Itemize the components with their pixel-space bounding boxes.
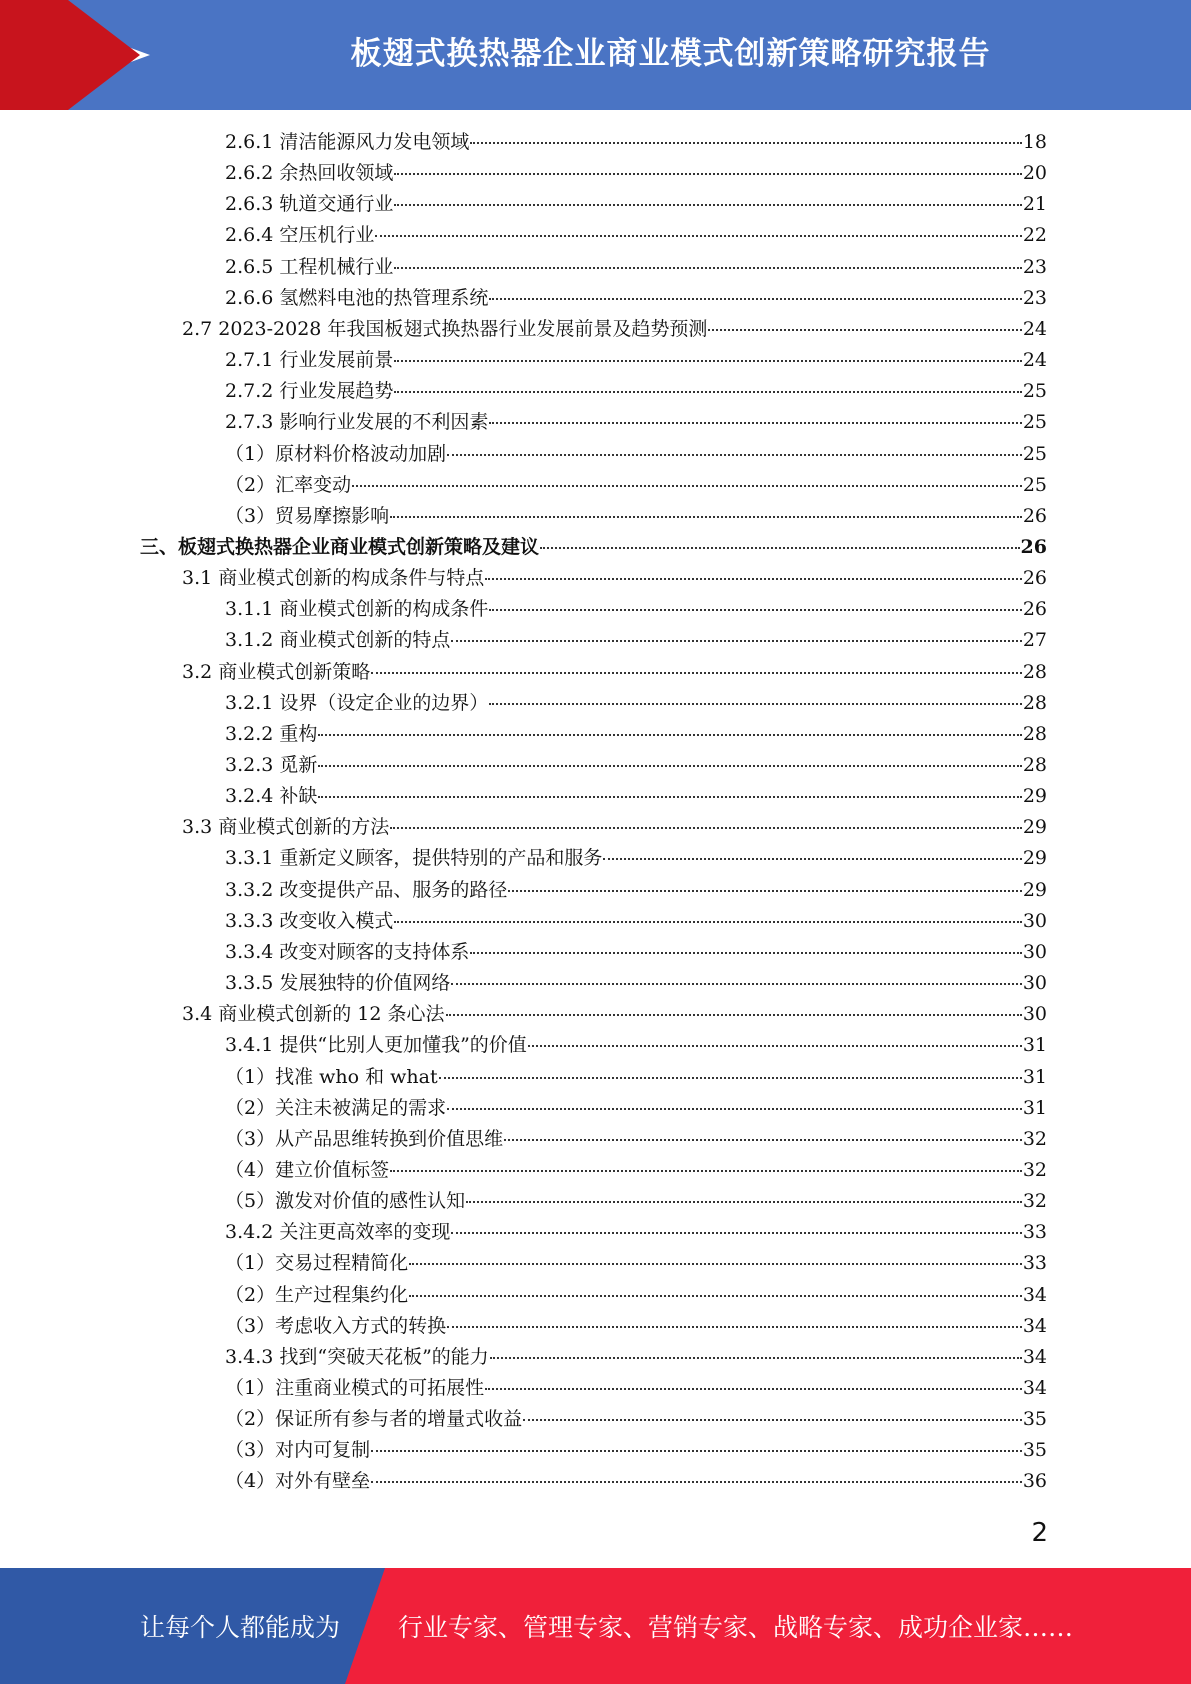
- toc-entry-page: 29: [1022, 816, 1047, 838]
- toc-entry-page: 23: [1022, 256, 1047, 278]
- toc-entry-label: （4）对外有壁垒: [225, 1470, 371, 1492]
- toc-entry-label: 3.2.4 补缺: [225, 785, 318, 807]
- footer-slogan-right: 行业专家、管理专家、营销专家、战略专家、成功企业家……: [398, 1613, 1074, 1642]
- toc-entry[interactable]: [225, 407, 1047, 438]
- toc-entry-page: 35: [1022, 1439, 1047, 1461]
- toc-leader-dots: [318, 796, 1021, 798]
- toc-entry[interactable]: [225, 1093, 1047, 1124]
- toc-entry-label: 3.1.2 商业模式创新的特点: [225, 629, 451, 651]
- toc-leader-dots: [390, 1170, 1022, 1172]
- toc-entry[interactable]: [225, 1030, 1047, 1061]
- toc-entry-label: （1）原材料价格波动加剧: [225, 443, 447, 465]
- toc-entry-page: 36: [1022, 1470, 1047, 1492]
- toc-entry-page: 26: [1022, 505, 1047, 527]
- toc-entry-label: 2.7 2023-2028 年我国板翅式换热器行业发展前景及趋势预测: [182, 318, 708, 340]
- toc-entry-page: 26: [1022, 598, 1047, 620]
- toc-entry-page: 23: [1022, 287, 1047, 309]
- toc-entry-page: 28: [1022, 754, 1047, 776]
- toc-entry[interactable]: [225, 439, 1047, 470]
- toc-leader-dots: [371, 672, 1022, 674]
- toc-entry-page: 29: [1022, 785, 1047, 807]
- toc-entry[interactable]: [225, 345, 1047, 376]
- toc-leader-dots: [466, 1201, 1022, 1203]
- toc-entry-label: 3.4 商业模式创新的 12 条心法: [182, 1003, 445, 1025]
- toc-entry-page: 34: [1022, 1377, 1047, 1399]
- report-title: 板翅式换热器企业商业模式创新策略研究报告: [350, 35, 991, 72]
- toc-leader-dots: [508, 890, 1021, 892]
- toc-entry-page: 27: [1022, 629, 1047, 651]
- toc-entry-label: 2.7.1 行业发展前景: [225, 349, 394, 371]
- toc-entry-label: （1）注重商业模式的可拓展性: [225, 1377, 485, 1399]
- toc-entry-page: 25: [1022, 443, 1047, 465]
- toc-entry-page: 34: [1022, 1346, 1047, 1368]
- toc-entry[interactable]: [225, 937, 1047, 968]
- toc-entry-label: 三、板翅式换热器企业商业模式创新策略及建议: [140, 536, 540, 558]
- toc-entry[interactable]: [225, 688, 1047, 719]
- toc-entry-page: 30: [1022, 1003, 1047, 1025]
- toc-entry[interactable]: [225, 501, 1047, 532]
- toc-entry-page: 18: [1022, 131, 1047, 153]
- toc-entry-label: 2.6.1 清洁能源风力发电领域: [225, 131, 470, 153]
- toc-entry-page: 32: [1022, 1190, 1047, 1212]
- toc-leader-dots: [489, 609, 1021, 611]
- toc-entry[interactable]: [225, 906, 1047, 937]
- toc-entry-page: 31: [1022, 1097, 1047, 1119]
- toc-entry-page: 26: [1020, 536, 1047, 558]
- toc-entry[interactable]: [225, 220, 1047, 251]
- toc-leader-dots: [409, 1295, 1022, 1297]
- toc-entry-label: 3.1 商业模式创新的构成条件与特点: [182, 567, 485, 589]
- toc-entry-label: 2.6.6 氢燃料电池的热管理系统: [225, 287, 489, 309]
- toc-entry-page: 34: [1022, 1315, 1047, 1337]
- toc-entry[interactable]: [225, 1311, 1047, 1342]
- toc-entry-page: 30: [1022, 910, 1047, 932]
- toc-leader-dots: [394, 921, 1021, 923]
- toc-leader-dots: [485, 578, 1022, 580]
- toc-leader-dots: [318, 734, 1021, 736]
- toc-entry[interactable]: [225, 1404, 1047, 1435]
- toc-entry-label: 3.2.2 重构: [225, 723, 318, 745]
- toc-leader-dots: [485, 1388, 1022, 1390]
- toc-leader-dots: [490, 1357, 1022, 1359]
- toc-entry-page: 33: [1022, 1221, 1047, 1243]
- toc-entry[interactable]: [140, 532, 1047, 563]
- toc-entry[interactable]: [182, 999, 1047, 1030]
- toc-entry-label: （4）建立价值标签: [225, 1159, 390, 1181]
- toc-entry-label: 3.4.2 关注更高效率的变现: [225, 1221, 451, 1243]
- toc-entry-label: 2.6.2 余热回收领域: [225, 162, 394, 184]
- toc-entry-label: 3.4.3 找到“突破天花板”的能力: [225, 1346, 489, 1368]
- toc-entry-label: （2）生产过程集约化: [225, 1284, 409, 1306]
- toc-leader-dots: [394, 173, 1021, 175]
- toc-entry-label: 3.2.3 觅新: [225, 754, 318, 776]
- toc-entry-page: 30: [1022, 941, 1047, 963]
- toc-entry-page: 22: [1022, 224, 1047, 246]
- toc-leader-dots: [390, 827, 1022, 829]
- toc-leader-dots: [318, 765, 1021, 767]
- toc-leader-dots: [708, 329, 1021, 331]
- toc-leader-dots: [394, 267, 1021, 269]
- toc-entry-label: （3）对内可复制: [225, 1439, 371, 1461]
- toc-entry[interactable]: [225, 1124, 1047, 1155]
- toc-entry-page: 21: [1022, 193, 1047, 215]
- toc-entry-label: 3.3.5 发展独特的价值网络: [225, 972, 451, 994]
- toc-entry[interactable]: [182, 657, 1047, 688]
- toc-entry-label: （5）激发对价值的感性认知: [225, 1190, 466, 1212]
- toc-entry[interactable]: [225, 1062, 1047, 1093]
- page-number: 2: [1031, 1518, 1048, 1548]
- toc-leader-dots: [447, 1108, 1022, 1110]
- footer-slogan-left: 让每个人都能成为: [140, 1613, 341, 1642]
- toc-entry-page: 35: [1022, 1408, 1047, 1430]
- toc-entry[interactable]: [225, 875, 1047, 906]
- toc-entry-page: 28: [1022, 692, 1047, 714]
- toc-entry[interactable]: [182, 314, 1047, 345]
- toc-entry-page: 29: [1022, 847, 1047, 869]
- toc-leader-dots: [409, 1263, 1022, 1265]
- toc-entry-label: 2.6.3 轨道交通行业: [225, 193, 394, 215]
- toc-entry-label: （2）关注未被满足的需求: [225, 1097, 447, 1119]
- toc-entry-label: 2.7.3 影响行业发展的不利因素: [225, 411, 489, 433]
- toc-entry-page: 33: [1022, 1252, 1047, 1274]
- page-header: [0, 0, 1191, 110]
- toc-leader-dots: [446, 1014, 1022, 1016]
- toc-entry[interactable]: [225, 376, 1047, 407]
- toc-entry-page: 32: [1022, 1159, 1047, 1181]
- toc-entry-page: 28: [1022, 723, 1047, 745]
- toc-leader-dots: [470, 952, 1021, 954]
- toc-entry[interactable]: [225, 1248, 1047, 1279]
- toc-leader-dots: [352, 485, 1022, 487]
- toc-entry-page: 25: [1022, 380, 1047, 402]
- toc-entry[interactable]: [225, 1217, 1047, 1248]
- toc-entry-page: 26: [1022, 567, 1047, 589]
- toc-entry-label: 3.3.4 改变对顾客的支持体系: [225, 941, 470, 963]
- toc-entry[interactable]: [225, 127, 1047, 158]
- toc-leader-dots: [523, 1419, 1022, 1421]
- toc-entry-page: 34: [1022, 1284, 1047, 1306]
- toc-leader-dots: [447, 1326, 1022, 1328]
- toc-entry-page: 32: [1022, 1128, 1047, 1150]
- toc-entry-label: （3）从产品思维转换到价值思维: [225, 1128, 504, 1150]
- toc-entry[interactable]: [225, 781, 1047, 812]
- toc-entry-label: （3）贸易摩擦影响: [225, 505, 390, 527]
- toc-entry-page: 24: [1022, 349, 1047, 371]
- toc-entry[interactable]: [225, 625, 1047, 656]
- toc-leader-dots: [375, 235, 1021, 237]
- toc-entry[interactable]: [225, 470, 1047, 501]
- toc-leader-dots: [603, 858, 1021, 860]
- toc-entry-label: 2.6.4 空压机行业: [225, 224, 375, 246]
- toc-entry-label: （2）保证所有参与者的增量式收益: [225, 1408, 523, 1430]
- toc-leader-dots: [371, 1450, 1022, 1452]
- toc-leader-dots: [489, 422, 1021, 424]
- toc-leader-dots: [371, 1481, 1022, 1483]
- toc-leader-dots: [489, 703, 1021, 705]
- toc-entry-label: 3.3.2 改变提供产品、服务的路径: [225, 879, 508, 901]
- toc-entry[interactable]: [182, 812, 1047, 843]
- toc-leader-dots: [504, 1139, 1022, 1141]
- toc-entry[interactable]: [225, 1186, 1047, 1217]
- toc-entry[interactable]: [225, 1280, 1047, 1311]
- toc-entry-label: 3.3 商业模式创新的方法: [182, 816, 390, 838]
- toc-entry-label: 3.2 商业模式创新策略: [182, 661, 371, 683]
- toc-leader-dots: [528, 1045, 1022, 1047]
- toc-leader-dots: [390, 516, 1022, 518]
- toc-entry-label: 3.3.3 改变收入模式: [225, 910, 394, 932]
- toc-entry-label: （3）考虑收入方式的转换: [225, 1315, 447, 1337]
- toc-entry[interactable]: [225, 1466, 1047, 1497]
- toc-entry-page: 20: [1022, 162, 1047, 184]
- toc-leader-dots: [394, 360, 1021, 362]
- toc-entry-label: 3.3.1 重新定义顾客，提供特别的产品和服务: [225, 847, 603, 869]
- toc-leader-dots: [470, 142, 1021, 144]
- toc-entry[interactable]: [225, 189, 1047, 220]
- toc-entry-label: 3.1.1 商业模式创新的构成条件: [225, 598, 489, 620]
- toc-entry[interactable]: [225, 750, 1047, 781]
- toc-leader-dots: [540, 547, 1020, 549]
- toc-entry-page: 31: [1022, 1034, 1047, 1056]
- toc-entry[interactable]: [225, 1373, 1047, 1404]
- toc-entry[interactable]: [225, 252, 1047, 283]
- toc-entry[interactable]: [225, 1155, 1047, 1186]
- toc-entry-page: 29: [1022, 879, 1047, 901]
- toc-entry[interactable]: [182, 563, 1047, 594]
- toc-entry-label: 2.6.5 工程机械行业: [225, 256, 394, 278]
- toc-entry-label: （1）交易过程精简化: [225, 1252, 409, 1274]
- page-footer: [0, 1568, 1191, 1684]
- toc-entry[interactable]: [225, 843, 1047, 874]
- toc-leader-dots: [394, 391, 1021, 393]
- toc-entry[interactable]: [225, 594, 1047, 625]
- toc-entry-label: （1）找准 who 和 what: [225, 1066, 438, 1088]
- toc-entry[interactable]: [225, 968, 1047, 999]
- toc-entry-page: 31: [1022, 1066, 1047, 1088]
- toc-entry-page: 25: [1022, 411, 1047, 433]
- toc-entry[interactable]: [225, 719, 1047, 750]
- toc-leader-dots: [451, 983, 1021, 985]
- toc-leader-dots: [439, 1077, 1022, 1079]
- toc-entry-label: 3.2.1 设界（设定企业的边界）: [225, 692, 489, 714]
- toc-entry[interactable]: [225, 283, 1047, 314]
- toc-entry[interactable]: [225, 1342, 1047, 1373]
- toc-entry-page: 25: [1022, 474, 1047, 496]
- toc-leader-dots: [394, 204, 1021, 206]
- toc-leader-dots: [489, 298, 1021, 300]
- toc-entry-page: 28: [1022, 661, 1047, 683]
- toc-entry-label: 2.7.2 行业发展趋势: [225, 380, 394, 402]
- toc-entry[interactable]: [225, 1435, 1047, 1466]
- toc-entry-label: 3.4.1 提供“比别人更加懂我”的价值: [225, 1034, 527, 1056]
- toc-entry-label: （2）汇率变动: [225, 474, 352, 496]
- toc-entry-page: 30: [1022, 972, 1047, 994]
- toc-entry[interactable]: [225, 158, 1047, 189]
- toc-leader-dots: [447, 454, 1022, 456]
- toc-leader-dots: [451, 1232, 1021, 1234]
- toc-leader-dots: [451, 640, 1021, 642]
- toc-entry-page: 24: [1022, 318, 1047, 340]
